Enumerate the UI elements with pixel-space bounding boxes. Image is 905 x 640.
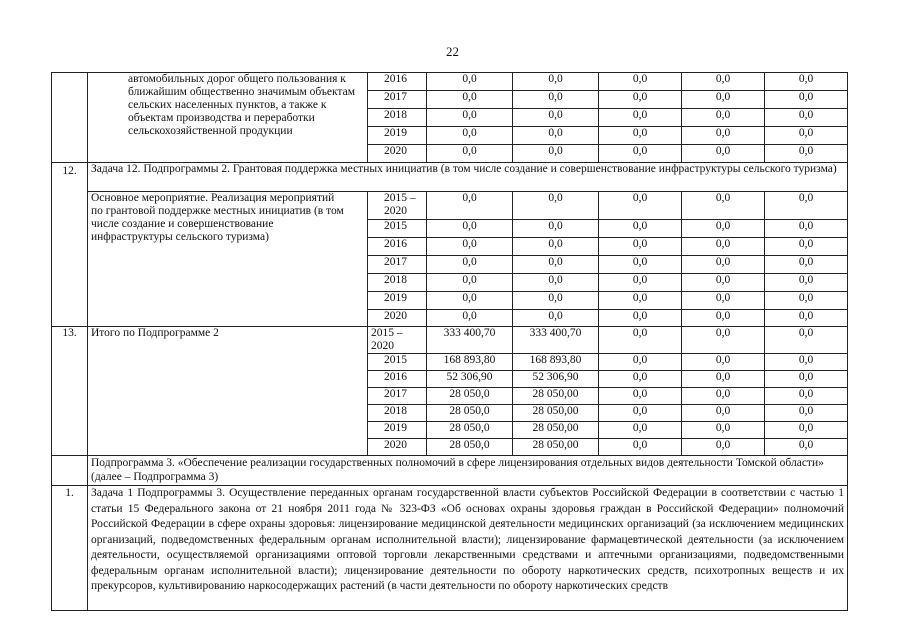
- page-number: 22: [446, 44, 459, 59]
- value-cell: 0,0: [513, 256, 599, 274]
- value-cell: 0,0: [513, 220, 599, 238]
- year-cell: 2018: [368, 274, 427, 292]
- value-cell: 0,0: [765, 109, 848, 127]
- value-cell: 28 050,00: [513, 439, 599, 456]
- value-cell: 0,0: [765, 192, 848, 220]
- value-cell: 0,0: [427, 274, 513, 292]
- value-cell: 0,0: [599, 292, 682, 310]
- value-cell: 0,0: [765, 73, 848, 91]
- value-cell: 0,0: [599, 73, 682, 91]
- value-cell: 28 050,00: [513, 405, 599, 422]
- value-cell: 0,0: [599, 192, 682, 220]
- value-cell: 0,0: [682, 91, 765, 109]
- table-row: [52, 73, 848, 91]
- year-cell: 2016: [368, 73, 427, 91]
- value-cell: 0,0: [427, 127, 513, 145]
- value-cell: 28 050,0: [427, 422, 513, 439]
- value-cell: 0,0: [599, 422, 682, 439]
- year-cell: 2018: [368, 405, 427, 422]
- task-heading: Задача 12. Подпрограммы 2. Грантовая поддержка местных инициатив (в том числе создание и совершенствование инфраструктуры сельского туризма): [88, 163, 848, 192]
- value-cell: 0,0: [513, 91, 599, 109]
- table-row: [52, 486, 848, 611]
- value-cell: 0,0: [682, 439, 765, 456]
- budget-table: [51, 72, 848, 611]
- row-number-cell: 12.: [52, 163, 88, 327]
- year-cell: 2020: [368, 439, 427, 456]
- value-cell: 0,0: [765, 145, 848, 163]
- value-cell: 0,0: [765, 388, 848, 405]
- value-cell: 0,0: [513, 145, 599, 163]
- value-cell: 0,0: [599, 256, 682, 274]
- value-cell: 0,0: [765, 439, 848, 456]
- value-cell: 0,0: [765, 327, 848, 354]
- value-cell: 0,0: [765, 238, 848, 256]
- value-cell: 0,0: [682, 192, 765, 220]
- value-cell: 0,0: [599, 91, 682, 109]
- value-cell: 0,0: [427, 220, 513, 238]
- value-cell: 0,0: [682, 371, 765, 388]
- value-cell: 0,0: [599, 354, 682, 371]
- year-cell: 2020: [368, 310, 427, 327]
- value-cell: 28 050,0: [427, 405, 513, 422]
- value-cell: 0,0: [513, 73, 599, 91]
- value-cell: 0,0: [427, 292, 513, 310]
- value-cell: 0,0: [599, 405, 682, 422]
- value-cell: 0,0: [682, 422, 765, 439]
- subprogram-heading: Подпрограмма 3. «Обеспечение реализации государственных полномочий в сфере лицензирования отдельных видов деятельности Томской области» (далее – Подпрограмма 3): [88, 456, 848, 486]
- value-cell: 0,0: [513, 310, 599, 327]
- year-cell: 2019: [368, 292, 427, 310]
- value-cell: 0,0: [682, 292, 765, 310]
- value-cell: 0,0: [765, 220, 848, 238]
- value-cell: 28 050,0: [427, 439, 513, 456]
- value-cell: 0,0: [765, 292, 848, 310]
- value-cell: 0,0: [599, 439, 682, 456]
- row-number-cell: 1.: [52, 486, 88, 611]
- value-cell: 0,0: [765, 256, 848, 274]
- value-cell: 0,0: [682, 388, 765, 405]
- measure-label: Основное мероприятие. Реализация мероприятий по грантовой поддержке местных инициатив (в том числе создание и совершенствование инфраструктуры сельского туризма): [88, 192, 368, 327]
- value-cell: 28 050,0: [427, 388, 513, 405]
- value-cell: 28 050,00: [513, 388, 599, 405]
- value-cell: 52 306,90: [513, 371, 599, 388]
- year-cell: 2016: [368, 238, 427, 256]
- year-cell: 2018: [368, 109, 427, 127]
- value-cell: 0,0: [599, 220, 682, 238]
- value-cell: 0,0: [513, 192, 599, 220]
- value-cell: 0,0: [682, 327, 765, 354]
- value-cell: 0,0: [427, 109, 513, 127]
- value-cell: 0,0: [682, 127, 765, 145]
- table-row: [52, 456, 848, 486]
- value-cell: 168 893,80: [513, 354, 599, 371]
- value-cell: 52 306,90: [427, 371, 513, 388]
- year-cell: 2015 – 2020: [368, 327, 427, 354]
- task-description: Задача 1 Подпрограммы 3. Осуществление переданных органам государственной власти субъектов Российской Федерации в соответствии с частью 1 статьи 15 Федерального закона от 21 ноября 2011 года № 323-ФЗ «Об основах охраны здоровья граждан в Российской Федерации» полномочий Российской Федерации в сфере охраны здоровья: лицензирование медицинской деятельности медицинских организаций (за исключением медицинских организаций, подведомственных федеральным органам исполнительной власти); лицензирование фармацевтической деятельности (за исключением деятельности, осуществляемой организациями оптовой торговли лекарственными средствами и аптечными организациями, подведомственными федеральным органам исполнительной власти); лицензирование деятельности по обороту наркотических средств, психотропных веществ и их прекурсоров, культивированию наркосодержащих растений (в части деятельности по обороту наркотических средств: [88, 486, 848, 611]
- value-cell: 0,0: [513, 238, 599, 256]
- year-cell: 2015 – 2020: [368, 192, 427, 220]
- value-cell: 0,0: [427, 145, 513, 163]
- value-cell: 333 400,70: [513, 327, 599, 354]
- table-row: [52, 327, 848, 354]
- value-cell: 0,0: [682, 310, 765, 327]
- year-cell: 2016: [368, 371, 427, 388]
- row-number-cell: [52, 456, 88, 486]
- value-cell: 168 893,80: [427, 354, 513, 371]
- year-cell: 2019: [368, 127, 427, 145]
- value-cell: 0,0: [682, 109, 765, 127]
- value-cell: 0,0: [427, 192, 513, 220]
- value-cell: 0,0: [682, 73, 765, 91]
- value-cell: 0,0: [765, 371, 848, 388]
- value-cell: 0,0: [513, 109, 599, 127]
- value-cell: 0,0: [427, 238, 513, 256]
- row-number-cell: [52, 73, 88, 163]
- value-cell: 0,0: [765, 91, 848, 109]
- value-cell: 0,0: [513, 292, 599, 310]
- year-cell: 2015: [368, 220, 427, 238]
- value-cell: 0,0: [765, 354, 848, 371]
- value-cell: 0,0: [599, 238, 682, 256]
- value-cell: 0,0: [682, 274, 765, 292]
- year-cell: 2020: [368, 145, 427, 163]
- value-cell: 0,0: [599, 274, 682, 292]
- value-cell: 0,0: [682, 238, 765, 256]
- table-row: [52, 192, 848, 220]
- value-cell: 0,0: [682, 145, 765, 163]
- value-cell: 0,0: [599, 327, 682, 354]
- table-row: [52, 163, 848, 192]
- value-cell: 333 400,70: [427, 327, 513, 354]
- value-cell: 0,0: [765, 274, 848, 292]
- value-cell: 0,0: [599, 145, 682, 163]
- value-cell: 0,0: [427, 256, 513, 274]
- value-cell: 0,0: [427, 310, 513, 327]
- value-cell: 0,0: [599, 109, 682, 127]
- value-cell: 0,0: [599, 371, 682, 388]
- value-cell: 0,0: [765, 405, 848, 422]
- measure-label: автомобильных дорог общего пользования к ближайшим общественно значимым объектам сельских населенных пунктов, а также к объектам производства и переработки сельскохозяйственной продукции: [88, 73, 368, 163]
- value-cell: 0,0: [682, 405, 765, 422]
- value-cell: 0,0: [427, 91, 513, 109]
- value-cell: 0,0: [513, 127, 599, 145]
- value-cell: 0,0: [599, 388, 682, 405]
- value-cell: 0,0: [765, 422, 848, 439]
- value-cell: 0,0: [599, 310, 682, 327]
- year-cell: 2015: [368, 354, 427, 371]
- year-cell: 2017: [368, 388, 427, 405]
- year-cell: 2017: [368, 91, 427, 109]
- value-cell: 0,0: [765, 310, 848, 327]
- value-cell: 0,0: [682, 354, 765, 371]
- value-cell: 0,0: [513, 274, 599, 292]
- row-number-cell: 13.: [52, 327, 88, 456]
- value-cell: 28 050,00: [513, 422, 599, 439]
- value-cell: 0,0: [427, 73, 513, 91]
- value-cell: 0,0: [682, 220, 765, 238]
- value-cell: 0,0: [682, 256, 765, 274]
- year-cell: 2017: [368, 256, 427, 274]
- value-cell: 0,0: [599, 127, 682, 145]
- measure-label: Итого по Подпрограмме 2: [88, 327, 368, 456]
- value-cell: 0,0: [765, 127, 848, 145]
- year-cell: 2019: [368, 422, 427, 439]
